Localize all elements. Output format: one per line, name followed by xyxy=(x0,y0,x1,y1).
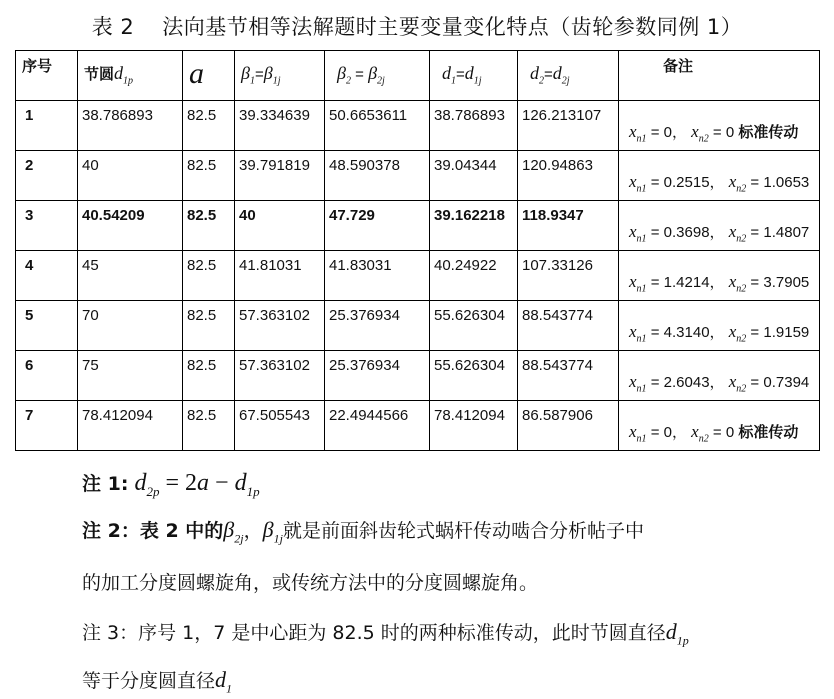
table-row xyxy=(16,101,820,151)
note-3: 注 3：序号 1，7 是中心距为 82.5 时的两种标准传动，此时节圆直径$d_{1p}$ xyxy=(82,619,689,648)
cell-d1p: 70 xyxy=(78,301,183,351)
xn2-value: 1.9159 xyxy=(763,324,810,341)
header-d1: $d_1=d_{1j}$ xyxy=(430,51,518,101)
header-remark: 备注 xyxy=(619,51,820,101)
cell-d1p: 40.54209 xyxy=(78,201,183,251)
cell-d1p: 38.786893 xyxy=(78,101,183,151)
cell-d1p: 78.412094 xyxy=(78,401,183,451)
header-beta1: $\beta_1=\beta_{1j}$ xyxy=(235,51,325,101)
note-2: 注 2：表 2 中的$\beta_{2j}$，$\beta_{1j}$就是前面斜齿轮式蜗杆传动啮合分析帖子中 xyxy=(82,517,644,546)
caption-title: 法向基节相等法解题时主要变量变化特点（齿轮参数同例 1） xyxy=(162,15,743,39)
xn1-value: 1.4214 xyxy=(663,274,710,291)
cell-beta1: 40 xyxy=(235,201,325,251)
cell-remark: $x_{n1} = 0$， $x_{n2} = 0$ 标准传动 xyxy=(619,401,820,451)
cell-d2: 118.9347 xyxy=(518,201,619,251)
cell-beta1: 57.363102 xyxy=(235,351,325,401)
note-2-line2: 的加工分度圆螺旋角，或传统方法中的分度圆螺旋角。 xyxy=(82,572,539,594)
cell-beta1: 39.791819 xyxy=(235,151,325,201)
xn1-value: 0.2515 xyxy=(663,174,710,191)
cell-d2: 107.33126 xyxy=(518,251,619,301)
cell-beta2: 41.83031 xyxy=(325,251,430,301)
cell-remark: $x_{n1} = 0.2515$， $x_{n2} = 1.0653$ xyxy=(619,151,820,201)
cell-d1: 40.24922 xyxy=(430,251,518,301)
caption-number: 表 2 xyxy=(91,15,135,39)
cell-d1: 39.04344 xyxy=(430,151,518,201)
table-row xyxy=(16,151,820,201)
cell-beta2: 25.376934 xyxy=(325,351,430,401)
header-beta2: $\beta_2 = \beta_{2j}$ xyxy=(325,51,430,101)
xn2-value: 1.4807 xyxy=(763,224,810,241)
table-row xyxy=(16,251,820,301)
cell-d1: 39.162218 xyxy=(430,201,518,251)
xn2-value: 0 xyxy=(725,424,735,441)
cell-beta2: 47.729 xyxy=(325,201,430,251)
cell-beta2: 25.376934 xyxy=(325,301,430,351)
note-1-formula: $d_{2p} = 2a - d_{1p}$ xyxy=(134,470,260,499)
cell-seq: 2 xyxy=(16,151,78,201)
cell-a: 82.5 xyxy=(183,401,235,451)
cell-seq: 3 xyxy=(16,201,78,251)
cell-a: 82.5 xyxy=(183,151,235,201)
cell-remark: $x_{n1} = 4.3140$， $x_{n2} = 1.9159$ xyxy=(619,301,820,351)
cell-d1: 78.412094 xyxy=(430,401,518,451)
xn1-value: 0.3698 xyxy=(663,224,710,241)
cell-beta2: 50.6653611 xyxy=(325,101,430,151)
header-center-distance: a xyxy=(183,51,235,101)
table-row xyxy=(16,351,820,401)
cell-remark: $x_{n1} = 0$， $x_{n2} = 0$ 标准传动 xyxy=(619,101,820,151)
xn2-value: 1.0653 xyxy=(763,174,810,191)
cell-d2: 126.213107 xyxy=(518,101,619,151)
cell-d1p: 45 xyxy=(78,251,183,301)
xn2-value: 0 xyxy=(725,124,735,141)
cell-beta1: 41.81031 xyxy=(235,251,325,301)
table-row xyxy=(16,201,820,251)
cell-a: 82.5 xyxy=(183,351,235,401)
cell-d2: 120.94863 xyxy=(518,151,619,201)
cell-beta2: 22.4944566 xyxy=(325,401,430,451)
cell-d1: 55.626304 xyxy=(430,351,518,401)
cell-seq: 1 xyxy=(16,101,78,151)
table-header-row xyxy=(16,51,820,101)
xn1-value: 4.3140 xyxy=(663,324,710,341)
note-3-line2: 等于分度圆直径$d_1$ xyxy=(82,667,233,696)
cell-remark: $x_{n1} = 1.4214$， $x_{n2} = 3.7905$ xyxy=(619,251,820,301)
cell-remark: $x_{n1} = 0.3698$， $x_{n2} = 1.4807$ xyxy=(619,201,820,251)
d1p-symbol: $d_{1p}$ xyxy=(114,63,134,87)
cell-d1: 38.786893 xyxy=(430,101,518,151)
data-table xyxy=(15,50,820,451)
table-caption xyxy=(0,11,834,41)
cell-d2: 86.587906 xyxy=(518,401,619,451)
cell-beta1: 39.334639 xyxy=(235,101,325,151)
remark-tag: 标准传动 xyxy=(738,123,799,141)
cell-seq: 6 xyxy=(16,351,78,401)
cell-beta1: 57.363102 xyxy=(235,301,325,351)
cell-a: 82.5 xyxy=(183,251,235,301)
cell-beta2: 48.590378 xyxy=(325,151,430,201)
xn2-value: 0.7394 xyxy=(763,374,810,391)
header-pitch-diameter: 节圆$d_{1p}$ xyxy=(78,51,183,101)
cell-d1p: 75 xyxy=(78,351,183,401)
header-seq: 序号 xyxy=(16,51,78,101)
cell-d2: 88.543774 xyxy=(518,301,619,351)
xn1-value: 0 xyxy=(663,124,672,141)
table-row xyxy=(16,301,820,351)
header-d2: $d_2=d_{2j}$ xyxy=(518,51,619,101)
cell-d2: 88.543774 xyxy=(518,351,619,401)
cell-a: 82.5 xyxy=(183,201,235,251)
cell-a: 82.5 xyxy=(183,301,235,351)
cell-remark: $x_{n1} = 2.6043$， $x_{n2} = 0.7394$ xyxy=(619,351,820,401)
cell-beta1: 67.505543 xyxy=(235,401,325,451)
xn1-value: 2.6043 xyxy=(663,374,710,391)
cell-seq: 4 xyxy=(16,251,78,301)
note-1: 注 1: $d_{2p} = 2a - d_{1p}$ xyxy=(82,470,260,499)
xn2-value: 3.7905 xyxy=(763,274,810,291)
cell-a: 82.5 xyxy=(183,101,235,151)
remark-tag: 标准传动 xyxy=(738,423,799,441)
xn1-value: 0 xyxy=(663,424,672,441)
table-row xyxy=(16,401,820,451)
cell-seq: 7 xyxy=(16,401,78,451)
cell-d1: 55.626304 xyxy=(430,301,518,351)
cell-d1p: 40 xyxy=(78,151,183,201)
cell-seq: 5 xyxy=(16,301,78,351)
